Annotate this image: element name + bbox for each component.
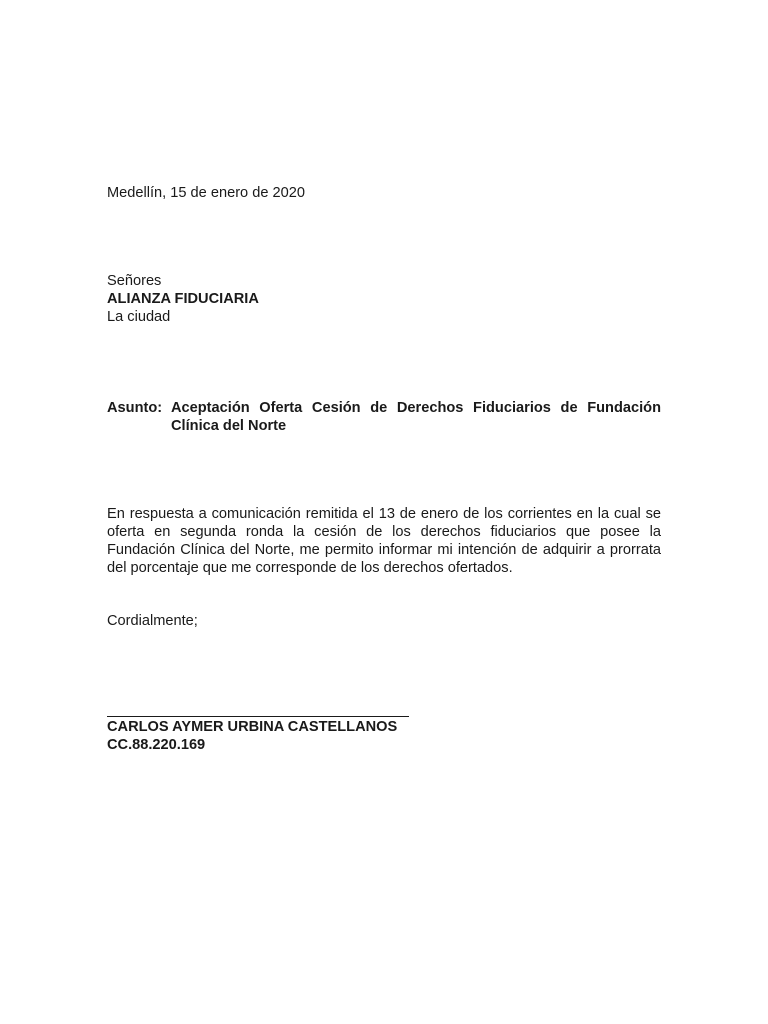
body-paragraph: En respuesta a comunicación remitida el 13 de enero de los corrientes en la cual se oferta en segunda ronda la cesión de los derechos fiduciarios que posee la Fundación Clínica del Norte, me permito informar mi intención de adquirir a prorrata del porcentaje que me corresponde de los derechos ofertados. xyxy=(107,506,661,576)
recipient-block xyxy=(107,272,259,326)
signature-block xyxy=(107,700,409,754)
subject-label: Asunto: xyxy=(107,400,163,416)
signatory-name: CARLOS AYMER URBINA CASTELLANOS xyxy=(107,719,398,735)
recipient-salutation: Señores xyxy=(107,273,162,289)
subject-block xyxy=(107,399,661,435)
signatory-id: CC.88.220.169 xyxy=(107,737,206,753)
date-line: Medellín, 15 de enero de 2020 xyxy=(107,185,305,201)
recipient-city: La ciudad xyxy=(107,309,171,325)
closing-line: Cordialmente; xyxy=(107,613,198,629)
subject-text: Aceptación Oferta Cesión de Derechos Fiduciarios de Fundación Clínica del Norte xyxy=(171,400,661,434)
recipient-company: ALIANZA FIDUCIARIA xyxy=(107,291,259,307)
signature-line xyxy=(107,700,409,717)
